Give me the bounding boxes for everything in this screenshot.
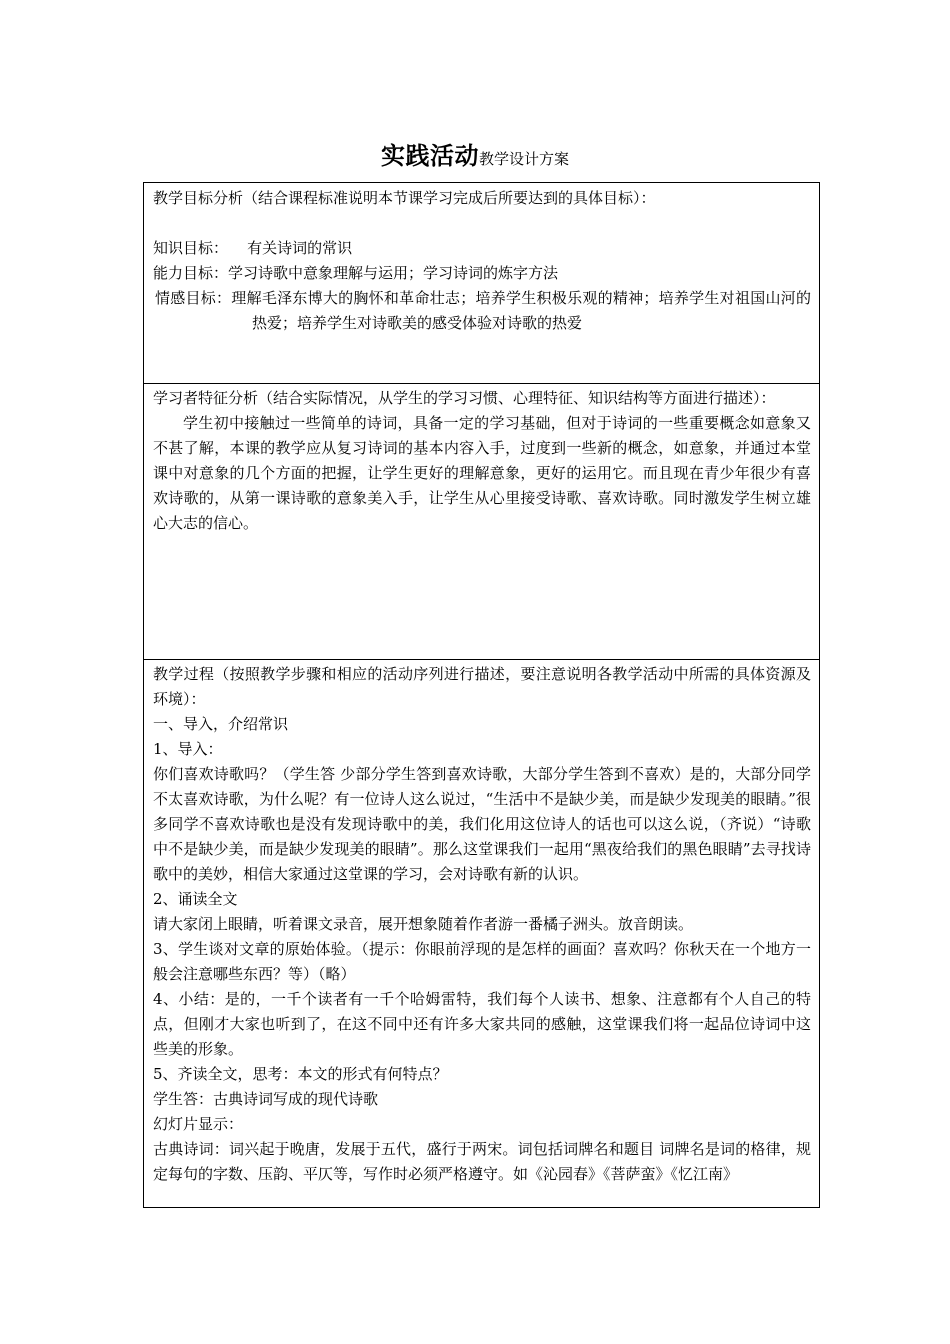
- part-one-title: 一、导入，介绍常识: [153, 715, 289, 733]
- step5: 5、齐读全文，思考：本文的形式有何特点？: [153, 1065, 448, 1083]
- spacer: [153, 211, 811, 236]
- classic-poetry-note: 古典诗词：词兴起于晚唐，发展于五代，盛行于两宋。词包括词牌名和题目 词牌名是词的格律，规定每句的字数、压韵、平仄等，写作时必须严格遵守。如《沁园春》《菩萨蛮》《忆江南》: [153, 1140, 811, 1183]
- learner-cell: [144, 383, 819, 659]
- step1-title: 1、导入：: [153, 740, 223, 758]
- step2-title: 2、诵读全文: [153, 890, 238, 908]
- title-main: 实践活动: [380, 142, 479, 170]
- emotion-goal: 情感目标：理解毛泽东博大的胸怀和革命壮志；培养学生积极乐观的精神；培养学生对祖国山河的热爱；培养学生对诗歌美的感受体验对诗歌的热爱: [155, 289, 811, 332]
- title-sub: 教学设计方案: [478, 150, 569, 168]
- objectives-heading: 教学目标分析（结合课程标准说明本节课学习完成后所要达到的具体目标）：: [153, 189, 656, 207]
- slide-label: 幻灯片显示：: [153, 1115, 244, 1133]
- step2-body: 请大家闭上眼睛，听着课文录音，展开想象随着作者游一番橘子洲头。放音朗读。: [153, 915, 694, 933]
- document-title: [0, 136, 950, 171]
- knowledge-goal: 知识目标： 有关诗词的常识: [153, 239, 353, 257]
- design-table: [143, 182, 820, 1208]
- objectives-cell: [144, 183, 819, 383]
- ability-goal: 能力目标：学习诗歌中意象理解与运用；学习诗词的炼字方法: [153, 264, 559, 282]
- learner-heading: 学习者特征分析（结合实际情况，从学生的学习习惯、心理特征、知识结构等方面进行描述）：: [153, 389, 776, 407]
- process-cell: [144, 659, 819, 1207]
- step4: 4、小结：是的，一千个读者有一千个哈姆雷特，我们每个人读书、想象、注意都有个人自己的特点，但刚才大家也听到了，在这不同中还有许多大家共同的感触，这堂课我们将一起品位诗词中这些美的形象。: [153, 990, 811, 1058]
- student-answer: 学生答：古典诗词写成的现代诗歌: [153, 1090, 379, 1108]
- step3: 3、学生谈对文章的原始体验。（提示：你眼前浮现的是怎样的画面？喜欢吗？你秋天在一个地方一般会注意哪些东西？等）（略）: [153, 940, 811, 983]
- learner-body: 学生初中接触过一些简单的诗词，具备一定的学习基础，但对于诗词的一些重要概念如意象又不甚了解，本课的教学应从复习诗词的基本内容入手，过度到一些新的概念，如意象，并通过本堂课中对意象的几个方面的把握，让学生更好的理解意象，更好的运用它。而且现在青少年很少有喜欢诗歌的，从第一课诗歌的意象美入手，让学生从心里接受诗歌、喜欢诗歌。同时激发学生树立雄心大志的信心。: [153, 414, 811, 532]
- step1-body: 你们喜欢诗歌吗？（学生答 少部分学生答到喜欢诗歌，大部分学生答到不喜欢）是的，大部分同学不太喜欢诗歌，为什么呢？有一位诗人这么说过，“生活中不是缺少美，而是缺少发现美的眼睛。”很多同学不喜欢诗歌也是没有发现诗歌中的美，我们化用这位诗人的话也可以这么说，（齐说）“诗歌中不是缺少美，而是缺少发现美的眼睛”。那么这堂课我们一起用“黑夜给我们的黑色眼睛”去寻找诗歌中的美妙，相信大家通过这堂课的学习，会对诗歌有新的认识。: [153, 765, 811, 883]
- process-heading: 教学过程（按照教学步骤和相应的活动序列进行描述，要注意说明各教学活动中所需的具体资源及环境）：: [153, 665, 811, 708]
